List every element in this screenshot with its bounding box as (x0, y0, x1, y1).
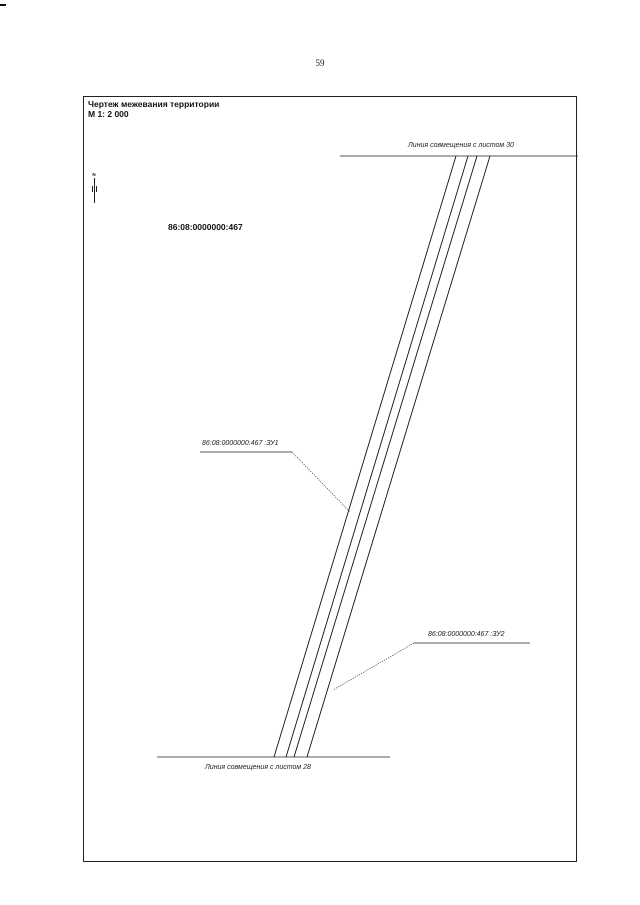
north-letter: N (92, 172, 96, 177)
strip-line-3 (294, 156, 477, 757)
parcel-zu1-label: 86:08:0000000:467 :ЗУ1 (202, 440, 279, 447)
strip-line-2 (286, 156, 468, 757)
strip-line-1 (274, 156, 456, 757)
strip-line-4 (307, 156, 490, 757)
parcel-main-label: 86:08:0000000:467 (168, 222, 243, 232)
match-line-bottom-label: Линия совмещения с листом 28 (205, 764, 311, 771)
page-number: 59 (315, 58, 325, 68)
parcel-zu2-label: 86:08:0000000:467 :ЗУ2 (428, 631, 505, 638)
drawing-title: Чертеж межевания территории (88, 99, 220, 109)
drawing-scale: М 1: 2 000 (88, 109, 129, 119)
parcel-zu1-leader (292, 452, 350, 512)
match-line-top-label: Линия совмещения с листом 30 (408, 142, 514, 149)
parcel-zu2-leader (333, 643, 414, 690)
